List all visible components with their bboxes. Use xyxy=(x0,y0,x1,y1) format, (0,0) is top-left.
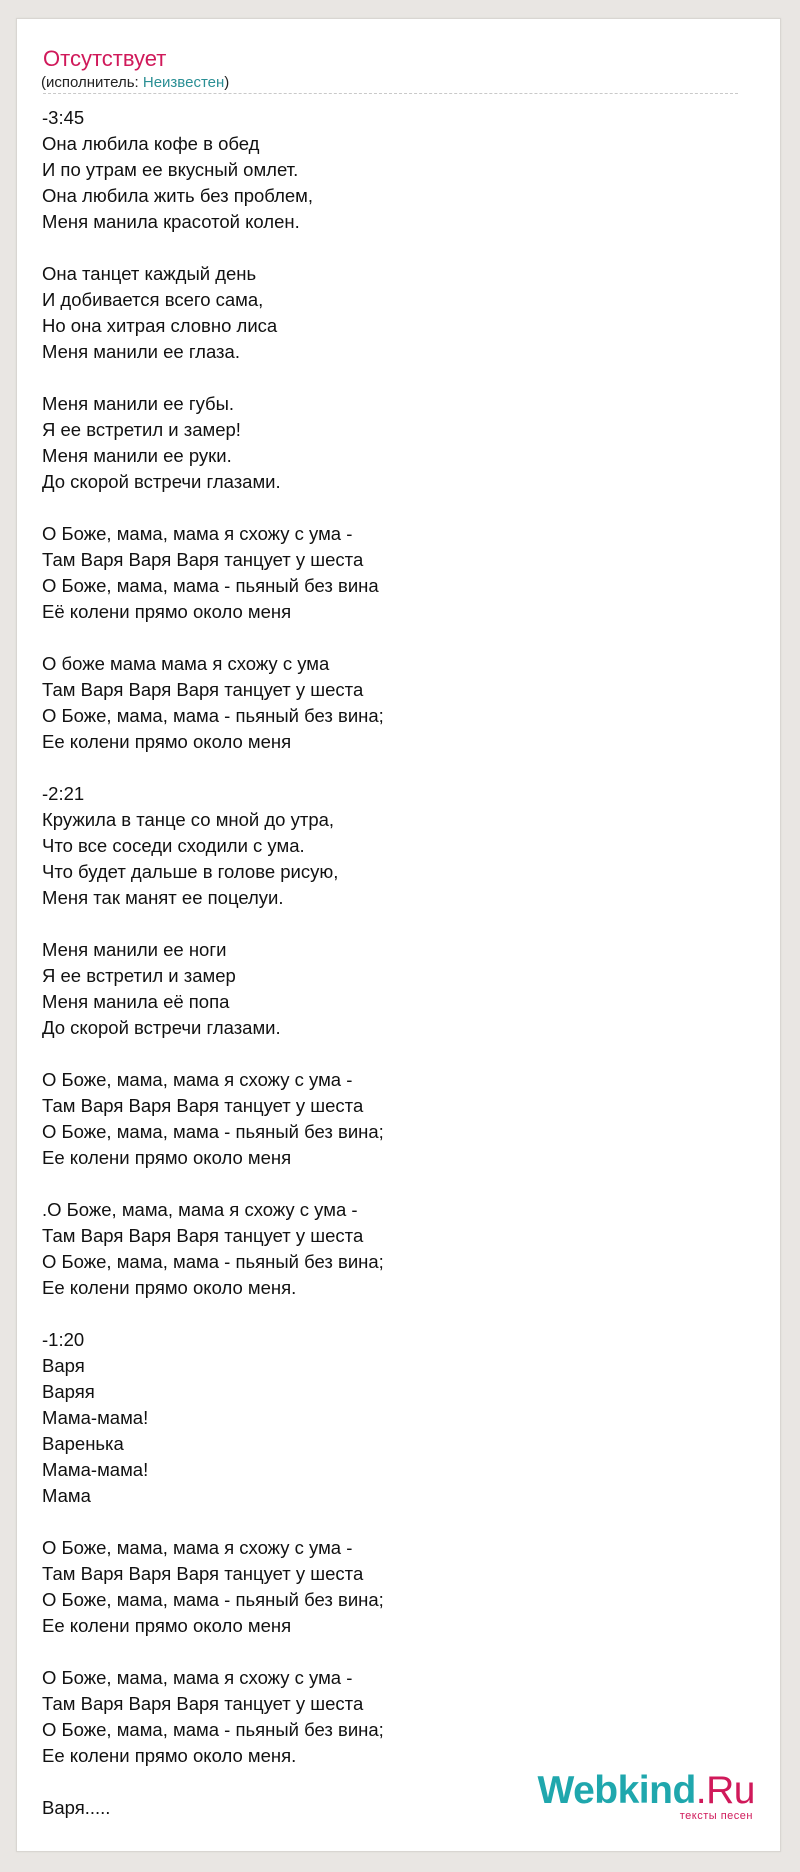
lyrics-line: Что все соседи сходили с ума. xyxy=(42,835,305,856)
lyrics-line: О Боже, мама, мама - пьяный без вина; xyxy=(42,1719,384,1740)
lyrics-blank-line xyxy=(42,1041,742,1067)
lyrics-text xyxy=(42,105,742,1821)
lyrics-line: Варенька xyxy=(42,1433,124,1454)
title-divider xyxy=(43,93,738,94)
lyrics-blank-line xyxy=(42,625,742,651)
site-logo[interactable] xyxy=(535,1769,755,1827)
lyrics-line: О Боже, мама, мама - пьяный без вина xyxy=(42,575,379,596)
song-title: Отсутствует xyxy=(43,46,167,71)
lyrics-line: Меня так манят ее поцелуи. xyxy=(42,887,284,908)
lyrics-line: Я ее встретил и замер! xyxy=(42,419,241,440)
lyrics-blank-line xyxy=(42,1171,742,1197)
lyrics-line: Я ее встретил и замер xyxy=(42,965,236,986)
lyrics-line: Там Варя Варя Варя танцует у шеста xyxy=(42,1095,364,1116)
lyrics-line: Варяя xyxy=(42,1381,95,1402)
lyrics-line: До скорой встречи глазами. xyxy=(42,1017,281,1038)
logo-main-text: Webkind xyxy=(537,1769,696,1812)
logo-tagline: тексты песен xyxy=(679,1810,753,1822)
lyrics-blank-line xyxy=(42,1639,742,1665)
lyrics-line: Ее колени прямо около меня xyxy=(42,1615,292,1636)
lyrics-line: Меня манили ее губы. xyxy=(42,393,235,414)
logo-suffix: .Ru xyxy=(695,1769,755,1812)
lyrics-line: О Боже, мама, мама я схожу с ума - xyxy=(42,523,353,544)
lyrics-line: -3:45 xyxy=(42,107,85,128)
lyrics-line: О Боже, мама, мама - пьяный без вина; xyxy=(42,1121,384,1142)
lyrics-line: Меня манили ее глаза. xyxy=(42,341,240,362)
lyrics-blank-line xyxy=(42,1509,742,1535)
artist-line xyxy=(41,74,229,92)
lyrics-line: И по утрам ее вкусный омлет. xyxy=(42,159,299,180)
lyrics-line: О Боже, мама, мама - пьяный без вина; xyxy=(42,1589,384,1610)
lyrics-line: Ее колени прямо около меня. xyxy=(42,1277,297,1298)
lyrics-line: Варя xyxy=(42,1355,85,1376)
lyrics-line: -1:20 xyxy=(42,1329,85,1350)
lyrics-line: Мама-мама! xyxy=(42,1407,149,1428)
lyrics-line: Мама xyxy=(42,1485,91,1506)
lyrics-blank-line xyxy=(42,755,742,781)
lyrics-line: Ее колени прямо около меня. xyxy=(42,1745,297,1766)
lyrics-line: Там Варя Варя Варя танцует у шеста xyxy=(42,1563,364,1584)
lyrics-line: Варя..... xyxy=(42,1797,111,1818)
lyrics-line: Меня манила красотой колен. xyxy=(42,211,300,232)
artist-prefix: (исполнитель: xyxy=(41,74,143,91)
lyrics-line: О Боже, мама, мама я схожу с ума - xyxy=(42,1537,353,1558)
lyrics-line: Меня манила её попа xyxy=(42,991,230,1012)
lyrics-line: До скорой встречи глазами. xyxy=(42,471,281,492)
lyrics-blank-line xyxy=(42,365,742,391)
lyrics-line: Там Варя Варя Варя танцует у шеста xyxy=(42,1693,364,1714)
lyrics-card xyxy=(16,18,781,1852)
lyrics-line: Она любила кофе в обед xyxy=(42,133,260,154)
lyrics-line: Что будет дальше в голове рисую, xyxy=(42,861,339,882)
lyrics-line: О Боже, мама, мама - пьяный без вина; xyxy=(42,705,384,726)
lyrics-line: Ее колени прямо около меня xyxy=(42,1147,292,1168)
lyrics-line: Там Варя Варя Варя танцует у шеста xyxy=(42,679,364,700)
lyrics-line: Кружила в танце со мной до утра, xyxy=(42,809,335,830)
lyrics-blank-line xyxy=(42,495,742,521)
lyrics-blank-line xyxy=(42,1301,742,1327)
artist-suffix: ) xyxy=(224,74,230,91)
lyrics-line: О Боже, мама, мама я схожу с ума - xyxy=(42,1667,353,1688)
lyrics-line: Меня манили ее ноги xyxy=(42,939,227,960)
lyrics-line: Но она хитрая словно лиса xyxy=(42,315,278,336)
lyrics-line: Там Варя Варя Варя танцует у шеста xyxy=(42,1225,364,1246)
lyrics-line: .О Боже, мама, мама я схожу с ума - xyxy=(42,1199,358,1220)
lyrics-line: О Боже, мама, мама я схожу с ума - xyxy=(42,1069,353,1090)
lyrics-blank-line xyxy=(42,235,742,261)
lyrics-line: О боже мама мама я схожу с ума xyxy=(42,653,330,674)
lyrics-line: Ее колени прямо около меня xyxy=(42,731,292,752)
lyrics-blank-line xyxy=(42,911,742,937)
lyrics-line: -2:21 xyxy=(42,783,85,804)
lyrics-line: Она любила жить без проблем, xyxy=(42,185,314,206)
logo-wordmark xyxy=(538,1769,756,1813)
artist-link[interactable]: Неизвестен xyxy=(142,74,225,91)
lyrics-line: Мама-мама! xyxy=(42,1459,149,1480)
lyrics-line: Меня манили ее руки. xyxy=(42,445,232,466)
lyrics-line: О Боже, мама, мама - пьяный без вина; xyxy=(42,1251,384,1272)
lyrics-line: Её колени прямо около меня xyxy=(42,601,292,622)
lyrics-line: И добивается всего сама, xyxy=(42,289,264,310)
lyrics-line: Она танцет каждый день xyxy=(42,263,257,284)
lyrics-line: Там Варя Варя Варя танцует у шеста xyxy=(42,549,364,570)
